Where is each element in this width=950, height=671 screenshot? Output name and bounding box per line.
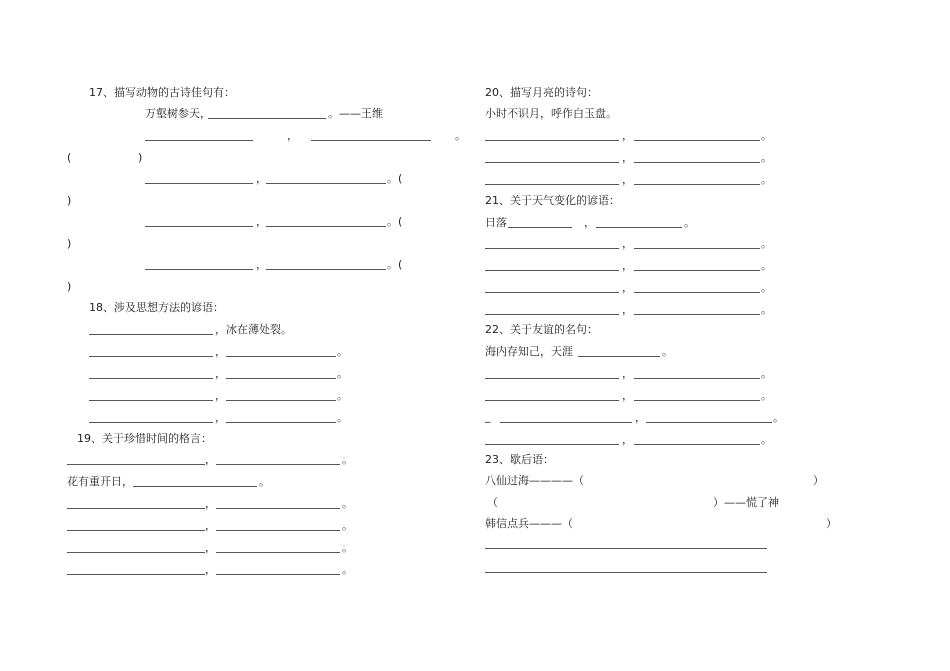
q22-comma-3: ， (622, 389, 633, 402)
q17-comma-2: ， (287, 129, 298, 142)
q18-blank-4a[interactable] (89, 400, 213, 401)
q19-blank-5a[interactable] (67, 552, 205, 553)
q18-blank-2b[interactable] (226, 356, 336, 357)
q18-blank-3b[interactable] (226, 378, 336, 379)
q22-blank-2a[interactable] (485, 378, 619, 379)
q19-comma-3: ， (205, 497, 216, 510)
q17-comma-3: ， (256, 172, 267, 185)
q23-heading: 23、歇后语： (485, 453, 554, 466)
q22-comma-5: ， (622, 433, 633, 446)
q18-blank-5a[interactable] (89, 422, 213, 423)
q19-line2-prefix: 花有重开日， (67, 475, 133, 488)
q19-period-4: 。 (342, 519, 353, 532)
q18-comma-2: ， (215, 345, 226, 358)
q19-blank-1b[interactable] (216, 464, 340, 465)
q22-blank-5b[interactable] (634, 444, 760, 445)
q20-blank-4b[interactable] (634, 184, 760, 185)
q22-blank-3b[interactable] (634, 400, 760, 401)
q20-blank-4a[interactable] (485, 184, 619, 185)
q21-comma-4: ， (622, 281, 633, 294)
q22-line1-prefix: 海内存知己，天涯 (485, 345, 573, 358)
q21-blank-5b[interactable] (634, 314, 760, 315)
q19-blank-3a[interactable] (67, 508, 205, 509)
q17-blank-3b[interactable] (266, 183, 386, 184)
q20-comma-2: ， (622, 129, 633, 142)
q17-paren-open-2: ( (67, 151, 72, 164)
q17-row-end-3: 。( (387, 172, 403, 185)
q20-blank-3b[interactable] (634, 162, 760, 163)
q18-period-4: 。 (337, 389, 348, 402)
q17-blank-5b[interactable] (266, 269, 386, 270)
q17-blank-5a[interactable] (145, 269, 253, 270)
q19-blank-6b[interactable] (216, 574, 340, 575)
q21-period-2: 。 (761, 237, 772, 250)
q18-blank-2a[interactable] (89, 356, 213, 357)
q18-period-2: 。 (337, 345, 348, 358)
q20-period-3: 。 (761, 151, 772, 164)
q21-comma-5: ， (622, 303, 633, 316)
q17-line1-suffix: 。——王维 (328, 107, 383, 120)
q22-blank-3a[interactable] (485, 400, 619, 401)
q21-blank-4a[interactable] (485, 292, 619, 293)
q20-period-4: 。 (761, 173, 772, 186)
q22-heading: 22、关于友谊的名句： (485, 323, 598, 336)
q17-blank-2b[interactable] (311, 140, 431, 141)
q22-period-1: 。 (662, 345, 673, 358)
q22-period-3: 。 (761, 389, 772, 402)
q23-line1-prefix: 八仙过海————（ (485, 474, 584, 487)
q18-period-5: 。 (337, 411, 348, 424)
q18-blank-1[interactable] (89, 334, 213, 335)
q17-heading: 17、描写动物的古诗佳句有： (89, 86, 235, 99)
q19-period-2: 。 (259, 475, 270, 488)
q23-line3-prefix: 韩信点兵———（ (485, 517, 573, 530)
q21-blank-1b[interactable] (596, 227, 682, 228)
q22-period-5: 。 (761, 433, 772, 446)
q20-blank-2b[interactable] (634, 140, 760, 141)
q19-blank-4a[interactable] (67, 530, 205, 531)
q19-comma-6: ， (205, 563, 216, 576)
q21-blank-3a[interactable] (485, 270, 619, 271)
q17-row-end-5: 。( (387, 258, 403, 271)
q18-comma-3: ， (215, 367, 226, 380)
q22-period-4: 。 (773, 411, 784, 424)
q19-blank-6a[interactable] (67, 574, 205, 575)
q22-comma-4: ， (635, 411, 646, 424)
q20-heading: 20、描写月亮的诗句： (485, 86, 598, 99)
q19-blank-3b[interactable] (216, 508, 340, 509)
q20-blank-2a[interactable] (485, 140, 619, 141)
q21-line1-prefix: 日落 (485, 216, 507, 229)
q17-blank-4b[interactable] (266, 226, 386, 227)
q17-comma-5: ， (256, 258, 267, 271)
q21-comma-2: ， (622, 237, 633, 250)
q21-comma-3: ， (622, 259, 633, 272)
q23-line2-prefix: （ (487, 496, 498, 509)
q21-period-5: 。 (761, 303, 772, 316)
q17-blank-3a[interactable] (145, 183, 253, 184)
q17-comma-4: ， (256, 215, 267, 228)
q19-heading: 19、关于珍惜时间的格言： (77, 432, 212, 445)
q18-blank-5b[interactable] (226, 422, 336, 423)
q19-period-6: 。 (342, 563, 353, 576)
q21-period-3: 。 (761, 259, 772, 272)
q20-blank-3a[interactable] (485, 162, 619, 163)
q17-row-end-4: 。( (387, 215, 403, 228)
q23-line2-suffix: ）——慌了神 (713, 496, 779, 509)
q22-blank-2b[interactable] (634, 378, 760, 379)
q17-line1-prefix: 万壑树参天， (145, 107, 211, 120)
q21-blank-2a[interactable] (485, 248, 619, 249)
q23-blank-4[interactable] (485, 548, 767, 549)
q21-blank-2b[interactable] (634, 248, 760, 249)
q21-heading: 21、关于天气变化的谚语： (485, 194, 620, 207)
q18-comma-5: ， (215, 411, 226, 424)
q19-period-5: 。 (342, 541, 353, 554)
q19-comma-5: ， (205, 541, 216, 554)
q17-paren-close-2: ) (138, 151, 143, 164)
q17-paren-close-5: ) (67, 280, 72, 293)
q19-blank-1a[interactable] (67, 464, 205, 465)
q18-comma-4: ， (215, 389, 226, 402)
q17-blank-2a[interactable] (145, 140, 253, 141)
q19-blank-4b[interactable] (216, 530, 340, 531)
q21-comma-1: ， (584, 216, 595, 229)
q20-period-2: 。 (761, 129, 772, 142)
q19-period-1: 。 (342, 453, 353, 466)
q21-period-1: 。 (684, 216, 695, 229)
q21-blank-1a[interactable] (508, 227, 572, 228)
q22-blank-5a[interactable] (485, 444, 619, 445)
q20-comma-4: ， (622, 173, 633, 186)
q21-period-4: 。 (761, 281, 772, 294)
q21-blank-4b[interactable] (634, 292, 760, 293)
q20-line1: 小时不识月，呼作白玉盘。 (485, 107, 617, 120)
q21-blank-5a[interactable] (485, 314, 619, 315)
q18-blank-4b[interactable] (226, 400, 336, 401)
q22-dash-4: _ (485, 410, 491, 423)
q17-blank-4a[interactable] (145, 226, 253, 227)
q17-blank-1[interactable] (208, 118, 326, 119)
q22-blank-4a[interactable] (500, 422, 632, 423)
q19-blank-2[interactable] (133, 486, 257, 487)
q20-comma-3: ， (622, 151, 633, 164)
q19-period-3: 。 (342, 497, 353, 510)
q17-period-2: 。 (455, 129, 466, 142)
q18-line1-suffix: ，冰在薄处裂。 (215, 323, 292, 336)
q22-period-2: 。 (761, 367, 772, 380)
q18-blank-3a[interactable] (89, 378, 213, 379)
q21-blank-3b[interactable] (634, 270, 760, 271)
q22-blank-1[interactable] (578, 356, 660, 357)
q23-line1-suffix: ） (813, 474, 824, 487)
q23-line3-suffix: ） (826, 517, 837, 530)
q22-comma-2: ， (622, 367, 633, 380)
q19-comma-4: ， (205, 519, 216, 532)
q17-paren-close-3: ) (67, 194, 72, 207)
q18-heading: 18、涉及思想方法的谚语： (89, 301, 224, 314)
q18-period-3: 。 (337, 367, 348, 380)
q23-blank-5[interactable] (485, 572, 767, 573)
q19-blank-5b[interactable] (216, 552, 340, 553)
q19-comma-1: ， (205, 453, 216, 466)
q17-paren-close-4: ) (67, 237, 72, 250)
q22-blank-4b[interactable] (646, 422, 772, 423)
